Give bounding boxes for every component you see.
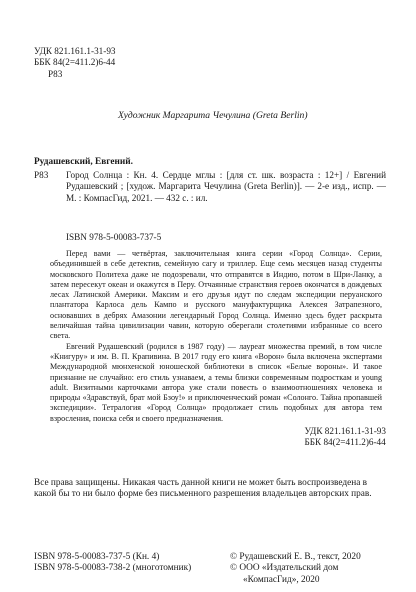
catalog-author: Рудашевский, Евгений. (34, 157, 133, 167)
copyright-publisher-name: «КомпасГид», 2020 (243, 574, 320, 585)
udk-footer (304, 426, 386, 449)
copyright-block (230, 552, 361, 586)
copyright-text: © Рудашевский Е. В., текст, 2020 (230, 552, 361, 562)
annotation-paragraph-2: Евгений Рудашевский (родился в 1987 году) — лауреат множества премий, в том числе «Книгуру» и им. В. П. Крапивина. В 2017 году его книга «Ворон» была включена экспертами Международной мюнхенской юношеской библиотеки в список «Белые вороны». И такое признание не случайно: его стиль узнаваем, а темы близки современным подросткам и young adult. Визитными карточками автора уже стали повесть о взаимоотношениях человека и природы «Здравствуй, брат мой Бзоу!» и приключенческий роман «Солонго. Тайна пропавшей экспедиции». Тетралогия «Город Солнца» продолжает стиль подобных для автора тем взросления, поиска себя и своего предназначения. (50, 341, 382, 423)
isbn-list (34, 552, 191, 575)
annotation-paragraph-1: Перед вами — четвёртая, заключительная книга серии «Город Солнца». Серии, объединившей в себе детектив, семейную сагу и триллер. Еще семь месяцев назад студенты московского Политеха даже не подозревали, что отправятся в Индию, потом в Шри-Ланку, а затем пересекут океан и окажутся в Перу. Отчаянные странствия героев окончатся в дождевых лесах Латинской Америки. Максим и его друзья идут по следам экспедиции перуанского плантатора Карлоса дель Кампо и русского мануфактурщика Алексея Затрапезного, основавших в дебрях Амазонии легендарный Город Солнца. Именно здесь будет раскрыта величайшая тайна цивилизации чавин, которую оберегали столетиями избранные со всего света. (50, 249, 382, 341)
rights-notice: Все права защищены. Никакая часть данной книги не может быть воспроизведена в какой бы то ни было форме без письменного разрешения владельцев авторских прав. (34, 478, 372, 500)
header-block (34, 46, 116, 80)
isbn-volume: ISBN 978-5-00083-737-5 (Кн. 4) (34, 552, 160, 562)
udk-footer-udk: УДК 821.161.1-31-93 (304, 426, 386, 436)
annotation (50, 249, 382, 424)
copyright-publisher: © ООО «Издательский дом (230, 563, 339, 574)
catalog-isbn: ISBN 978-5-00083-737-5 (66, 232, 162, 242)
catalog-code: Р83 (34, 170, 49, 180)
author-mark: Р83 (48, 68, 63, 79)
isbn-series: ISBN 978-5-00083-738-2 (многотомник) (34, 563, 192, 574)
bibliographic-description: Город Солнца : Кн. 4. Сердце мглы : [для ст. шк. возраста : 12+] / Евгений Рудашевский ; [худож. Маргарита Чечулина (Greta Berlin)]. — 2-е изд., испр. — М. : КомпасГид, 2021. — 432 с. : ил. (66, 170, 386, 203)
udk-code: УДК 821.161.1-31-93 (34, 46, 116, 56)
illustrator-credit: Художник Маргарита Чечулина (Greta Berlin) (118, 110, 308, 121)
udk-footer-bbk: ББК 84(2=411.2)6-44 (304, 437, 386, 448)
bbk-code: ББК 84(2=411.2)6-44 (34, 57, 116, 68)
